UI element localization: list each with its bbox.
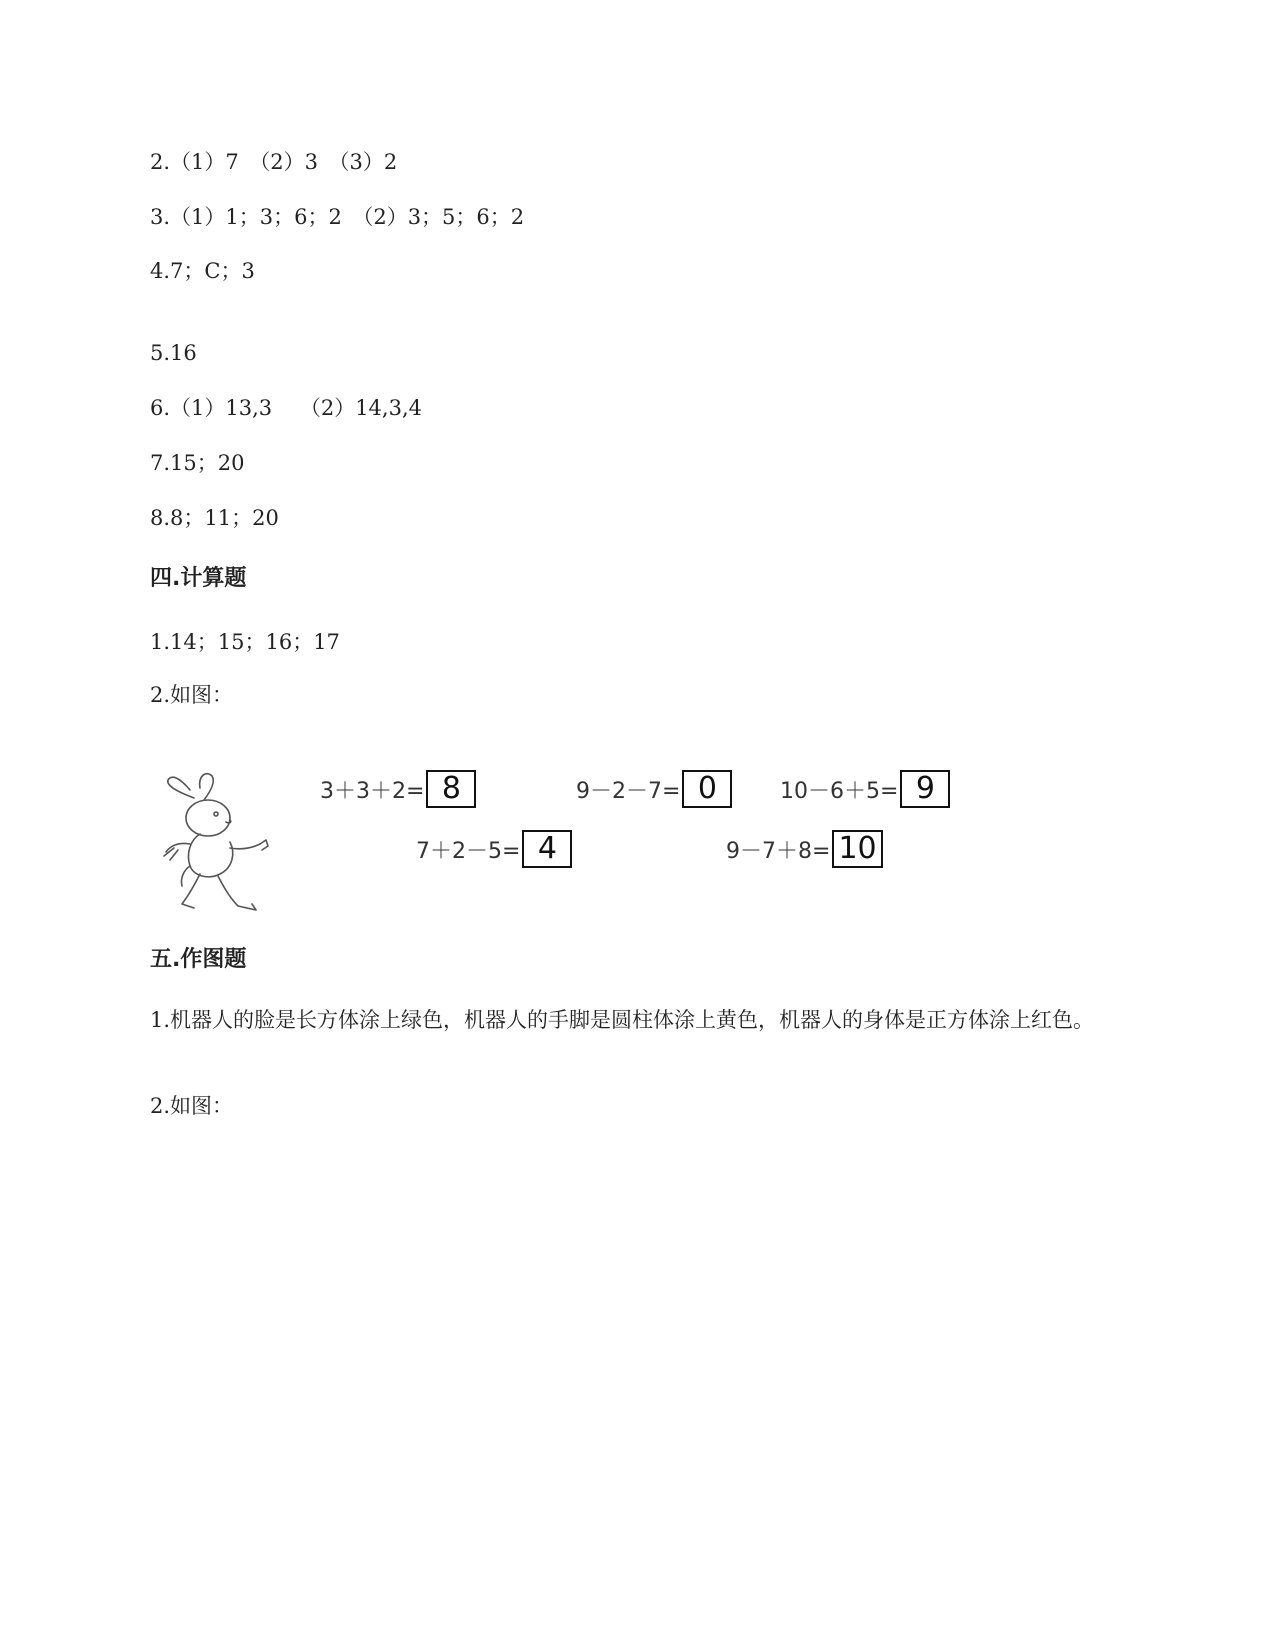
equation-3 — [780, 770, 950, 808]
equation-4-answer-box: 4 — [522, 830, 572, 868]
section-5-heading: 五.作图题 — [150, 947, 247, 972]
equation-2-answer-box: 0 — [682, 770, 732, 808]
answer-line-5: 5.16 — [150, 341, 197, 365]
equation-5 — [726, 830, 883, 868]
answer-line-7: 7.15；20 — [150, 451, 245, 475]
rabbit-illustration — [160, 770, 290, 920]
equation-3-expression: 10－6＋5= — [780, 778, 899, 804]
equation-4 — [416, 830, 572, 868]
equation-4-expression: 7＋2－5= — [416, 838, 521, 864]
equation-5-answer-box: 10 — [832, 830, 882, 868]
equation-2-expression: 9－2－7= — [576, 778, 681, 804]
equation-5-expression: 9－7＋8= — [726, 838, 831, 864]
answer-line-8: 8.8；11；20 — [150, 506, 279, 530]
answer-line-4: 4.7；C；3 — [150, 259, 255, 283]
equation-2 — [576, 770, 732, 808]
section-5-answer-2: 2.如图： — [150, 1094, 234, 1118]
equation-3-answer-box: 9 — [900, 770, 950, 808]
section-4-heading: 四.计算题 — [150, 566, 247, 591]
answer-line-3: 3.（1）1；3；6；2 （2）3；5；6；2 — [150, 205, 525, 229]
section-4-answer-1: 1.14；15；16；17 — [150, 630, 340, 654]
equation-1-answer-box: 8 — [426, 770, 476, 808]
section-4-answer-2: 2.如图： — [150, 683, 234, 707]
section-5-answer-1: 1.机器人的脸是长方体涂上绿色，机器人的手脚是圆柱体涂上黄色，机器人的身体是正方体涂上红色。 — [150, 1008, 1095, 1032]
equation-1-expression: 3＋3＋2= — [320, 778, 425, 804]
answer-line-2: 2.（1）7 （2）3 （3）2 — [150, 150, 398, 174]
answer-line-6: 6.（1）13,3 （2）14,3,4 — [150, 396, 422, 420]
equation-1 — [320, 770, 476, 808]
equations-figure — [160, 770, 1000, 920]
